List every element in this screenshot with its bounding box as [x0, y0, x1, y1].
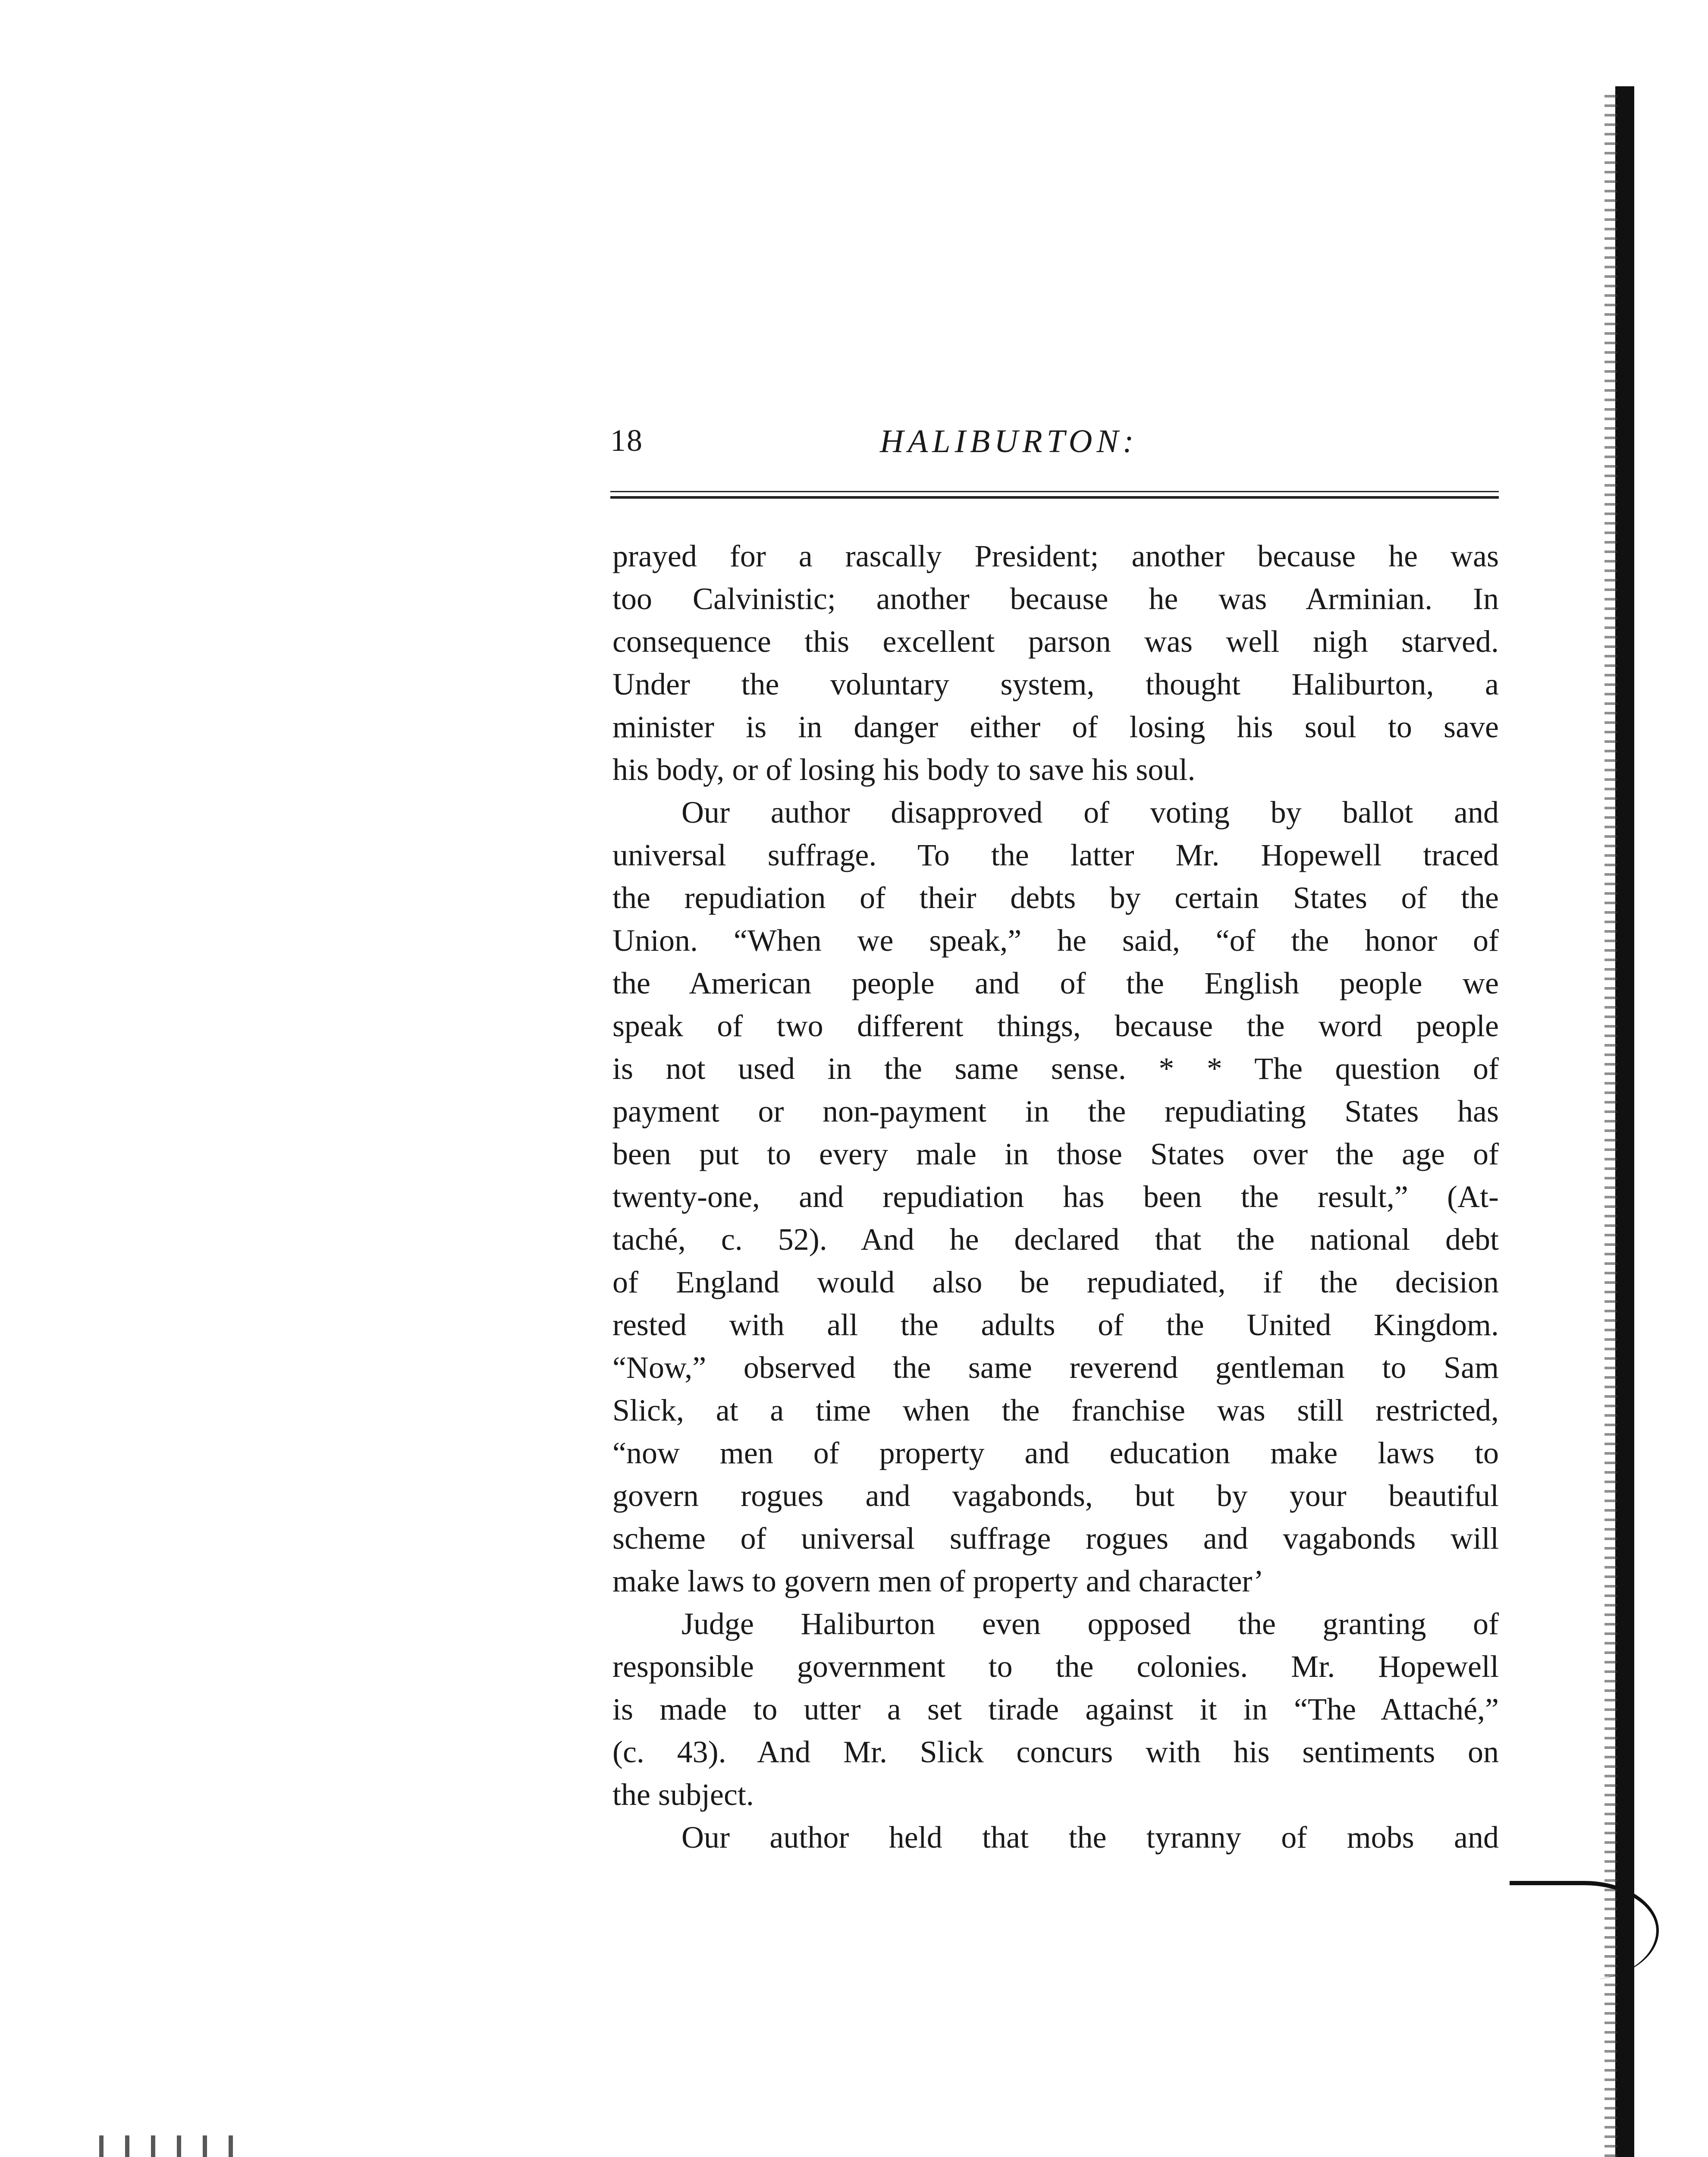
text-line: prayed for a rascally President; another because he was — [612, 539, 1499, 573]
body-text — [612, 535, 1499, 1859]
text-line: “Now,” observed the same reverend gentleman to Sam — [612, 1350, 1499, 1385]
text-line: the subject. — [612, 1777, 754, 1812]
text-line: rested with all the adults of the United Kingdom. — [612, 1308, 1499, 1342]
text-line: (c. 43). And Mr. Slick concurs with his sentiments on — [612, 1735, 1499, 1769]
text-line: universal suffrage. To the latter Mr. Hopewell traced — [612, 838, 1499, 872]
text-line: Our author disapproved of voting by ballot and — [681, 795, 1499, 830]
text-line: taché, c. 52). And he declared that the national debt — [612, 1222, 1499, 1257]
scan-artifact-left — [99, 2135, 254, 2157]
text-line: of England would also be repudiated, if the decision — [612, 1265, 1499, 1299]
text-line: govern rogues and vagabonds, but by your beautiful — [612, 1478, 1499, 1513]
text-line: Judge Haliburton even opposed the granting of — [681, 1607, 1499, 1641]
running-title: HALIBURTON: — [880, 423, 1138, 459]
text-line: minister is in danger either of losing his soul to save — [612, 710, 1499, 744]
text-line: his body, or of losing his body to save his soul. — [612, 752, 1196, 787]
margin-pen-mark — [1510, 1881, 1659, 1980]
text-line: consequence this excellent parson was well nigh starved. — [612, 624, 1499, 659]
text-line: the American people and of the English people we — [612, 966, 1499, 1000]
text-line: Union. “When we speak,” he said, “of the honor of — [612, 923, 1499, 958]
text-line: Our author held that the tyranny of mobs and — [681, 1820, 1499, 1855]
text-line: scheme of universal suffrage rogues and vagabonds will — [612, 1521, 1499, 1556]
text-line: payment or non-payment in the repudiating States has — [612, 1094, 1499, 1129]
binding-edge — [1615, 86, 1634, 2157]
text-line: twenty-one, and repudiation has been the result,” (At- — [612, 1179, 1499, 1214]
text-line: Slick, at a time when the franchise was still restricted, — [612, 1393, 1499, 1428]
page-number: 18 — [610, 423, 643, 458]
header-rule-thin — [610, 491, 1499, 492]
text-line: is made to utter a set tirade against it in “The Attaché,” — [612, 1692, 1499, 1726]
text-line: make laws to govern men of property and character’ — [612, 1564, 1264, 1598]
text-line: is not used in the same sense. * * The question of — [612, 1051, 1499, 1086]
text-line: the repudiation of their debts by certain States of the — [612, 880, 1499, 915]
header-rule-thick — [610, 496, 1499, 499]
binding-texture — [1604, 95, 1617, 2157]
text-line: too Calvinistic; another because he was Arminian. In — [612, 582, 1499, 616]
text-line: speak of two different things, because the word people — [612, 1009, 1499, 1043]
running-head — [610, 423, 1499, 475]
text-line: been put to every male in those States over the age of — [612, 1137, 1499, 1171]
text-line: “now men of property and education make laws to — [612, 1436, 1499, 1470]
text-line: responsible government to the colonies. Mr. Hopewell — [612, 1649, 1499, 1684]
text-line: Under the voluntary system, thought Haliburton, a — [612, 667, 1499, 701]
